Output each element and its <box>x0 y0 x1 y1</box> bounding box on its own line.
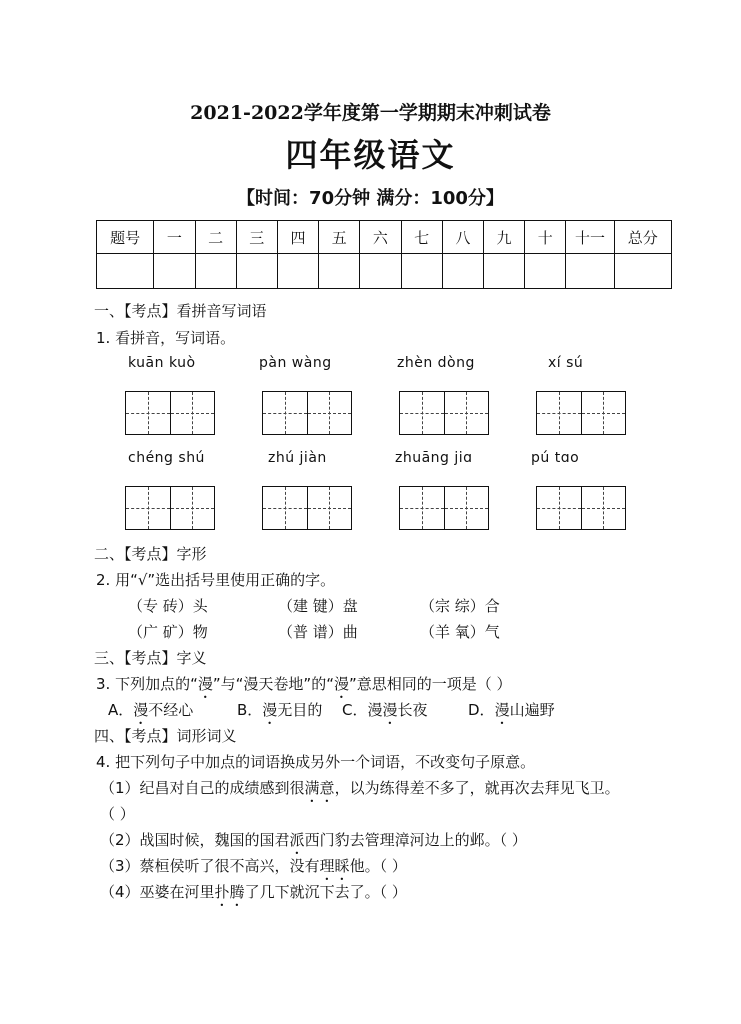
answer-blank[interactable]: （ ） <box>100 805 135 823</box>
writing-grid[interactable] <box>536 391 626 435</box>
score-header-cell: 七 <box>401 221 442 254</box>
writing-grid[interactable] <box>125 391 215 435</box>
section-3-heading: 三、【考点】字义 <box>94 649 207 667</box>
score-entry-cell[interactable] <box>525 254 566 289</box>
score-entry-cell[interactable] <box>154 254 195 289</box>
score-table-entry-row <box>97 254 672 289</box>
score-entry-cell[interactable] <box>195 254 236 289</box>
pinyin-label: pú tɑo <box>531 450 580 466</box>
score-header-cell: 二 <box>195 221 236 254</box>
choice-option-d[interactable]: D．漫山遍野 <box>468 701 555 719</box>
pinyin-label: zhèn dòng <box>397 355 475 371</box>
score-entry-cell[interactable] <box>97 254 154 289</box>
score-header-cell: 十一 <box>566 221 614 254</box>
question-3: 3. 下列加点的“漫”与“漫天卷地”的“漫”意思相同的一项是（ ） <box>96 675 512 693</box>
exam-title: 2021-2022学年度第一学期期末冲刺试卷 <box>190 102 551 124</box>
writing-grid[interactable] <box>262 391 352 435</box>
question-4: 4. 把下列句子中加点的词语换成另外一个词语，不改变句子原意。 <box>96 753 536 771</box>
sentence-3: （3）蔡桓侯听了很不高兴，没有理睬他。（ ） <box>100 857 407 875</box>
score-header-cell: 八 <box>442 221 483 254</box>
section-1-heading: 一、【考点】看拼音写词语 <box>94 302 267 320</box>
score-entry-cell[interactable] <box>614 254 671 289</box>
score-header-cell: 九 <box>483 221 524 254</box>
score-header-cell: 题号 <box>97 221 154 254</box>
char-choice-option[interactable]: （羊 氧）气 <box>420 623 500 641</box>
question-1: 1. 看拼音，写词语。 <box>96 329 236 347</box>
writing-grid[interactable] <box>536 486 626 530</box>
writing-grid[interactable] <box>399 391 489 435</box>
pinyin-label: pàn wàng <box>259 355 332 371</box>
char-choice-option[interactable]: （广 矿）物 <box>128 623 208 641</box>
writing-grid[interactable] <box>399 486 489 530</box>
score-entry-cell[interactable] <box>277 254 318 289</box>
sentence-4: （4）巫婆在河里扑腾了几下就沉下去了。（ ） <box>100 883 407 901</box>
score-header-cell: 总分 <box>614 221 671 254</box>
time-score-info: 【时间：70分钟 满分：100分】 <box>237 188 504 209</box>
score-entry-cell[interactable] <box>566 254 614 289</box>
score-table <box>96 220 672 289</box>
score-table-header-row <box>97 221 672 254</box>
writing-grid[interactable] <box>262 486 352 530</box>
pinyin-label: chéng shú <box>128 450 205 466</box>
choice-option-b[interactable]: B．漫无目的 <box>237 701 323 719</box>
question-2: 2. 用“√”选出括号里使用正确的字。 <box>96 571 336 589</box>
sentence-2: （2）战国时候，魏国的国君派西门豹去管理漳河边上的邺。（ ） <box>100 831 527 849</box>
writing-grid[interactable] <box>125 486 215 530</box>
choice-option-c[interactable]: C．漫漫长夜 <box>342 701 428 719</box>
section-4-heading: 四、【考点】词形词义 <box>94 727 237 745</box>
char-choice-option[interactable]: （宗 综）合 <box>420 597 500 615</box>
char-choice-option[interactable]: （建 键）盘 <box>278 597 358 615</box>
score-entry-cell[interactable] <box>319 254 360 289</box>
section-2-heading: 二、【考点】字形 <box>94 545 207 563</box>
score-entry-cell[interactable] <box>483 254 524 289</box>
score-entry-cell[interactable] <box>360 254 401 289</box>
score-header-cell: 六 <box>360 221 401 254</box>
char-choice-option[interactable]: （专 砖）头 <box>128 597 208 615</box>
score-header-cell: 三 <box>236 221 277 254</box>
score-header-cell: 一 <box>154 221 195 254</box>
score-header-cell: 四 <box>277 221 318 254</box>
char-choice-option[interactable]: （普 谱）曲 <box>278 623 358 641</box>
sentence-1: （1）纪昌对自己的成绩感到很满意，以为练得差不多了，就再次去拜见飞卫。 <box>100 779 620 797</box>
choice-option-a[interactable]: A．漫不经心 <box>108 701 194 719</box>
pinyin-label: zhuāng jiɑ <box>395 450 473 466</box>
grade-subject-title: 四年级语文 <box>285 136 456 174</box>
score-entry-cell[interactable] <box>236 254 277 289</box>
pinyin-label: zhú jiàn <box>268 450 327 466</box>
score-header-cell: 五 <box>319 221 360 254</box>
score-entry-cell[interactable] <box>401 254 442 289</box>
score-entry-cell[interactable] <box>442 254 483 289</box>
pinyin-label: kuān kuò <box>128 355 196 371</box>
score-header-cell: 十 <box>525 221 566 254</box>
pinyin-label: xí sú <box>548 355 584 371</box>
